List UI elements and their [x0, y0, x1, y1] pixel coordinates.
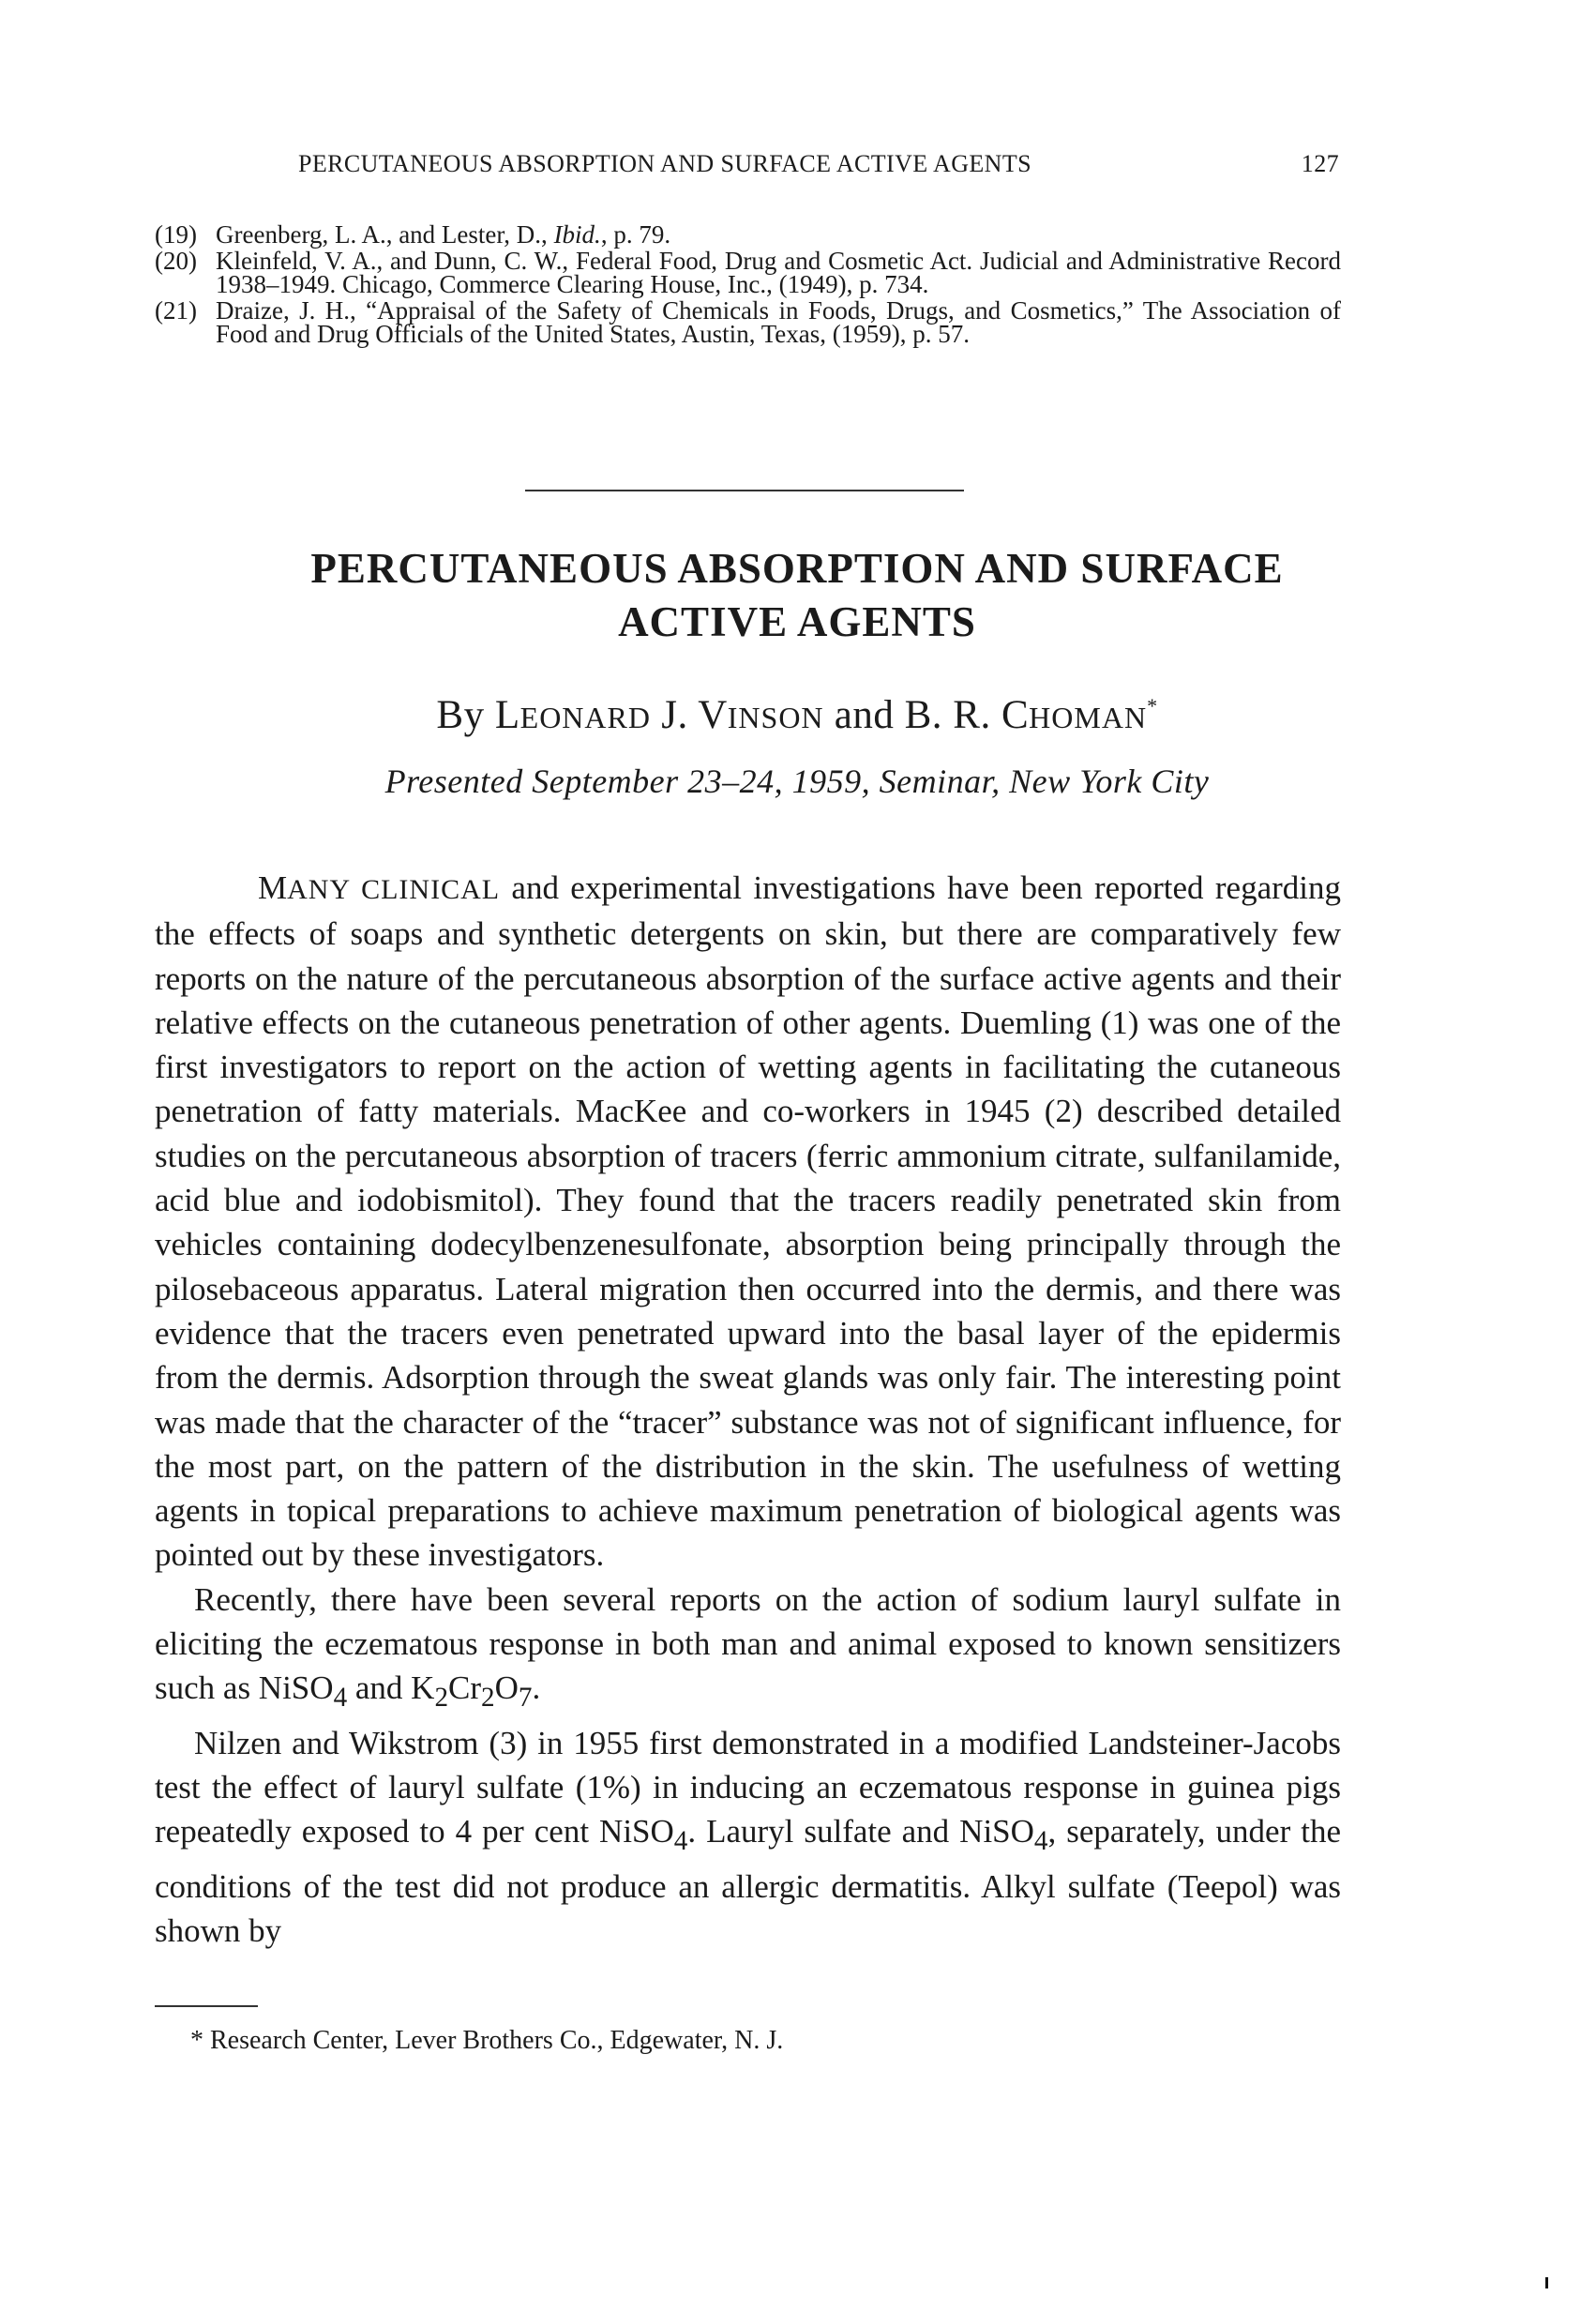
footnote-divider [155, 2005, 258, 2007]
reference-number: (21) [155, 296, 197, 325]
reference-text [216, 220, 1341, 249]
author-name-part: V [698, 693, 728, 737]
page-number: 127 [1301, 150, 1339, 177]
subscript: 7 [518, 1683, 533, 1714]
reference-number: (19) [155, 220, 197, 249]
article-title [150, 542, 1444, 649]
lead-small-caps: ANY CLINICAL [287, 874, 501, 905]
paragraph-text: , separately, under the conditions of the test did not produce an allergic dermatitis. Alkyl sulfate (Teepol) was shown by [155, 1813, 1341, 1949]
subscript: 2 [434, 1683, 449, 1714]
author-name-part: L [494, 693, 520, 737]
paragraph-text: . [532, 1669, 541, 1707]
paragraph-text: Cr [448, 1669, 482, 1707]
author-name-part: HOMAN [1029, 701, 1148, 734]
paragraph-text: . Lauryl sulfate and NiSO [687, 1813, 1034, 1850]
reference-text: Kleinfeld, V. A., and Dunn, C. W., Federal Food, Drug and Cosmetic Act. Judicial and Administrative Record 1938–1949. Chicago, Commerce Clearing House, Inc., (1949), p. 734. [216, 247, 1341, 298]
reference-text: Draize, J. H., “Appraisal of the Safety of Chemicals in Foods, Drugs, and Cosmetics,” The Association of Food and Drug Officials of the United States, Austin, Texas, (1959), p. 57. [216, 296, 1341, 348]
paragraph-text: and experimental investigations have been reported regarding the effects of soaps and synthetic detergents on skin, but there are comparatively few reports on the nature of the percutaneous absorption of the surface active agents and their relative effects on the cutaneous penetration of other agents. Duemling (1) was one of the first investigators to report on the action of wetting agents in facilitating the cutaneous penetration of fatty materials. MacKee and co-workers in 1945 (2) described detailed studies on the percutaneous absorption of tracers (ferric ammonium citrate, sulfanilamide, acid blue and iodobismitol). They found that the tracers readily penetrated skin from vehicles containing dodecylbenzenesulfonate, absorption being principally through the pilosebaceous apparatus. Lateral migration then occurred into the dermis, and there was evidence that the tracers even penetrated upward into the basal layer of the epidermis from the dermis. Adsorption through the sweat glands was only fair. The interesting point was made that the character of the “tracer” substance was not of significant influence, for the most part, on the pattern of the distribution in the skin. The usefulness of wetting agents in topical preparations to achieve maximum penetration of biological agents was pointed out by these investigators. [155, 869, 1341, 1574]
running-head-title: PERCUTANEOUS ABSORPTION AND SURFACE ACTIVE AGENTS [298, 150, 1031, 177]
reference-text-part: , p. 79. [600, 220, 671, 249]
paragraph-text: Recently, there have been several reports on the action of sodium lauryl sulfate in eliciting the eczematous response in both man and animal exposed to known sensitizers such as NiSO [155, 1580, 1341, 1707]
author-name-part: C [1001, 693, 1030, 737]
article-title-line: ACTIVE AGENTS [618, 598, 976, 645]
paragraph-text: O [494, 1669, 519, 1707]
author-name-part: J. [650, 693, 699, 737]
reference-list [155, 220, 1341, 349]
author-name-part: and B. R. [823, 693, 1001, 737]
footnote-marker: * [1147, 694, 1158, 717]
reference-item [155, 249, 1341, 296]
section-divider [525, 490, 964, 491]
subscript: 4 [673, 1826, 688, 1857]
paragraph-text: and K [347, 1669, 435, 1707]
body-paragraph [155, 1578, 1341, 1721]
reference-item [155, 296, 1341, 348]
subscript: 4 [333, 1683, 348, 1714]
reference-italic-part: Ibid. [553, 220, 601, 249]
reference-item [155, 220, 1341, 249]
scan-mark [1545, 2277, 1548, 2288]
lead-capital: M [258, 869, 288, 906]
article-title-line: PERCUTANEOUS ABSORPTION AND SURFACE [310, 545, 1284, 592]
paragraph-text: Nilzen and Wikstrom (3) in 1955 first demonstrated in a modified Landsteiner-Jacobs test the effect of lauryl sulfate (1%) in inducing an eczematous response in guinea pigs repeatedly exposed to 4 per cent NiSO [155, 1724, 1341, 1850]
author-name-part: EONARD [519, 701, 651, 734]
byline-by: By [436, 693, 495, 737]
reference-number: (20) [155, 247, 197, 275]
reference-text-part: Greenberg, L. A., and Lester, D., [216, 220, 554, 249]
subscript: 2 [481, 1683, 495, 1714]
article-body [155, 866, 1341, 1953]
footnote: * Research Center, Lever Brothers Co., Edgewater, N. J. [190, 2026, 784, 2055]
body-paragraph [155, 1721, 1341, 1953]
author-byline [150, 692, 1444, 738]
presentation-note: Presented September 23–24, 1959, Seminar, New York City [384, 763, 1210, 800]
subscript: 4 [1033, 1826, 1048, 1857]
body-paragraph [155, 866, 1341, 1578]
author-name-part: INSON [727, 701, 824, 734]
